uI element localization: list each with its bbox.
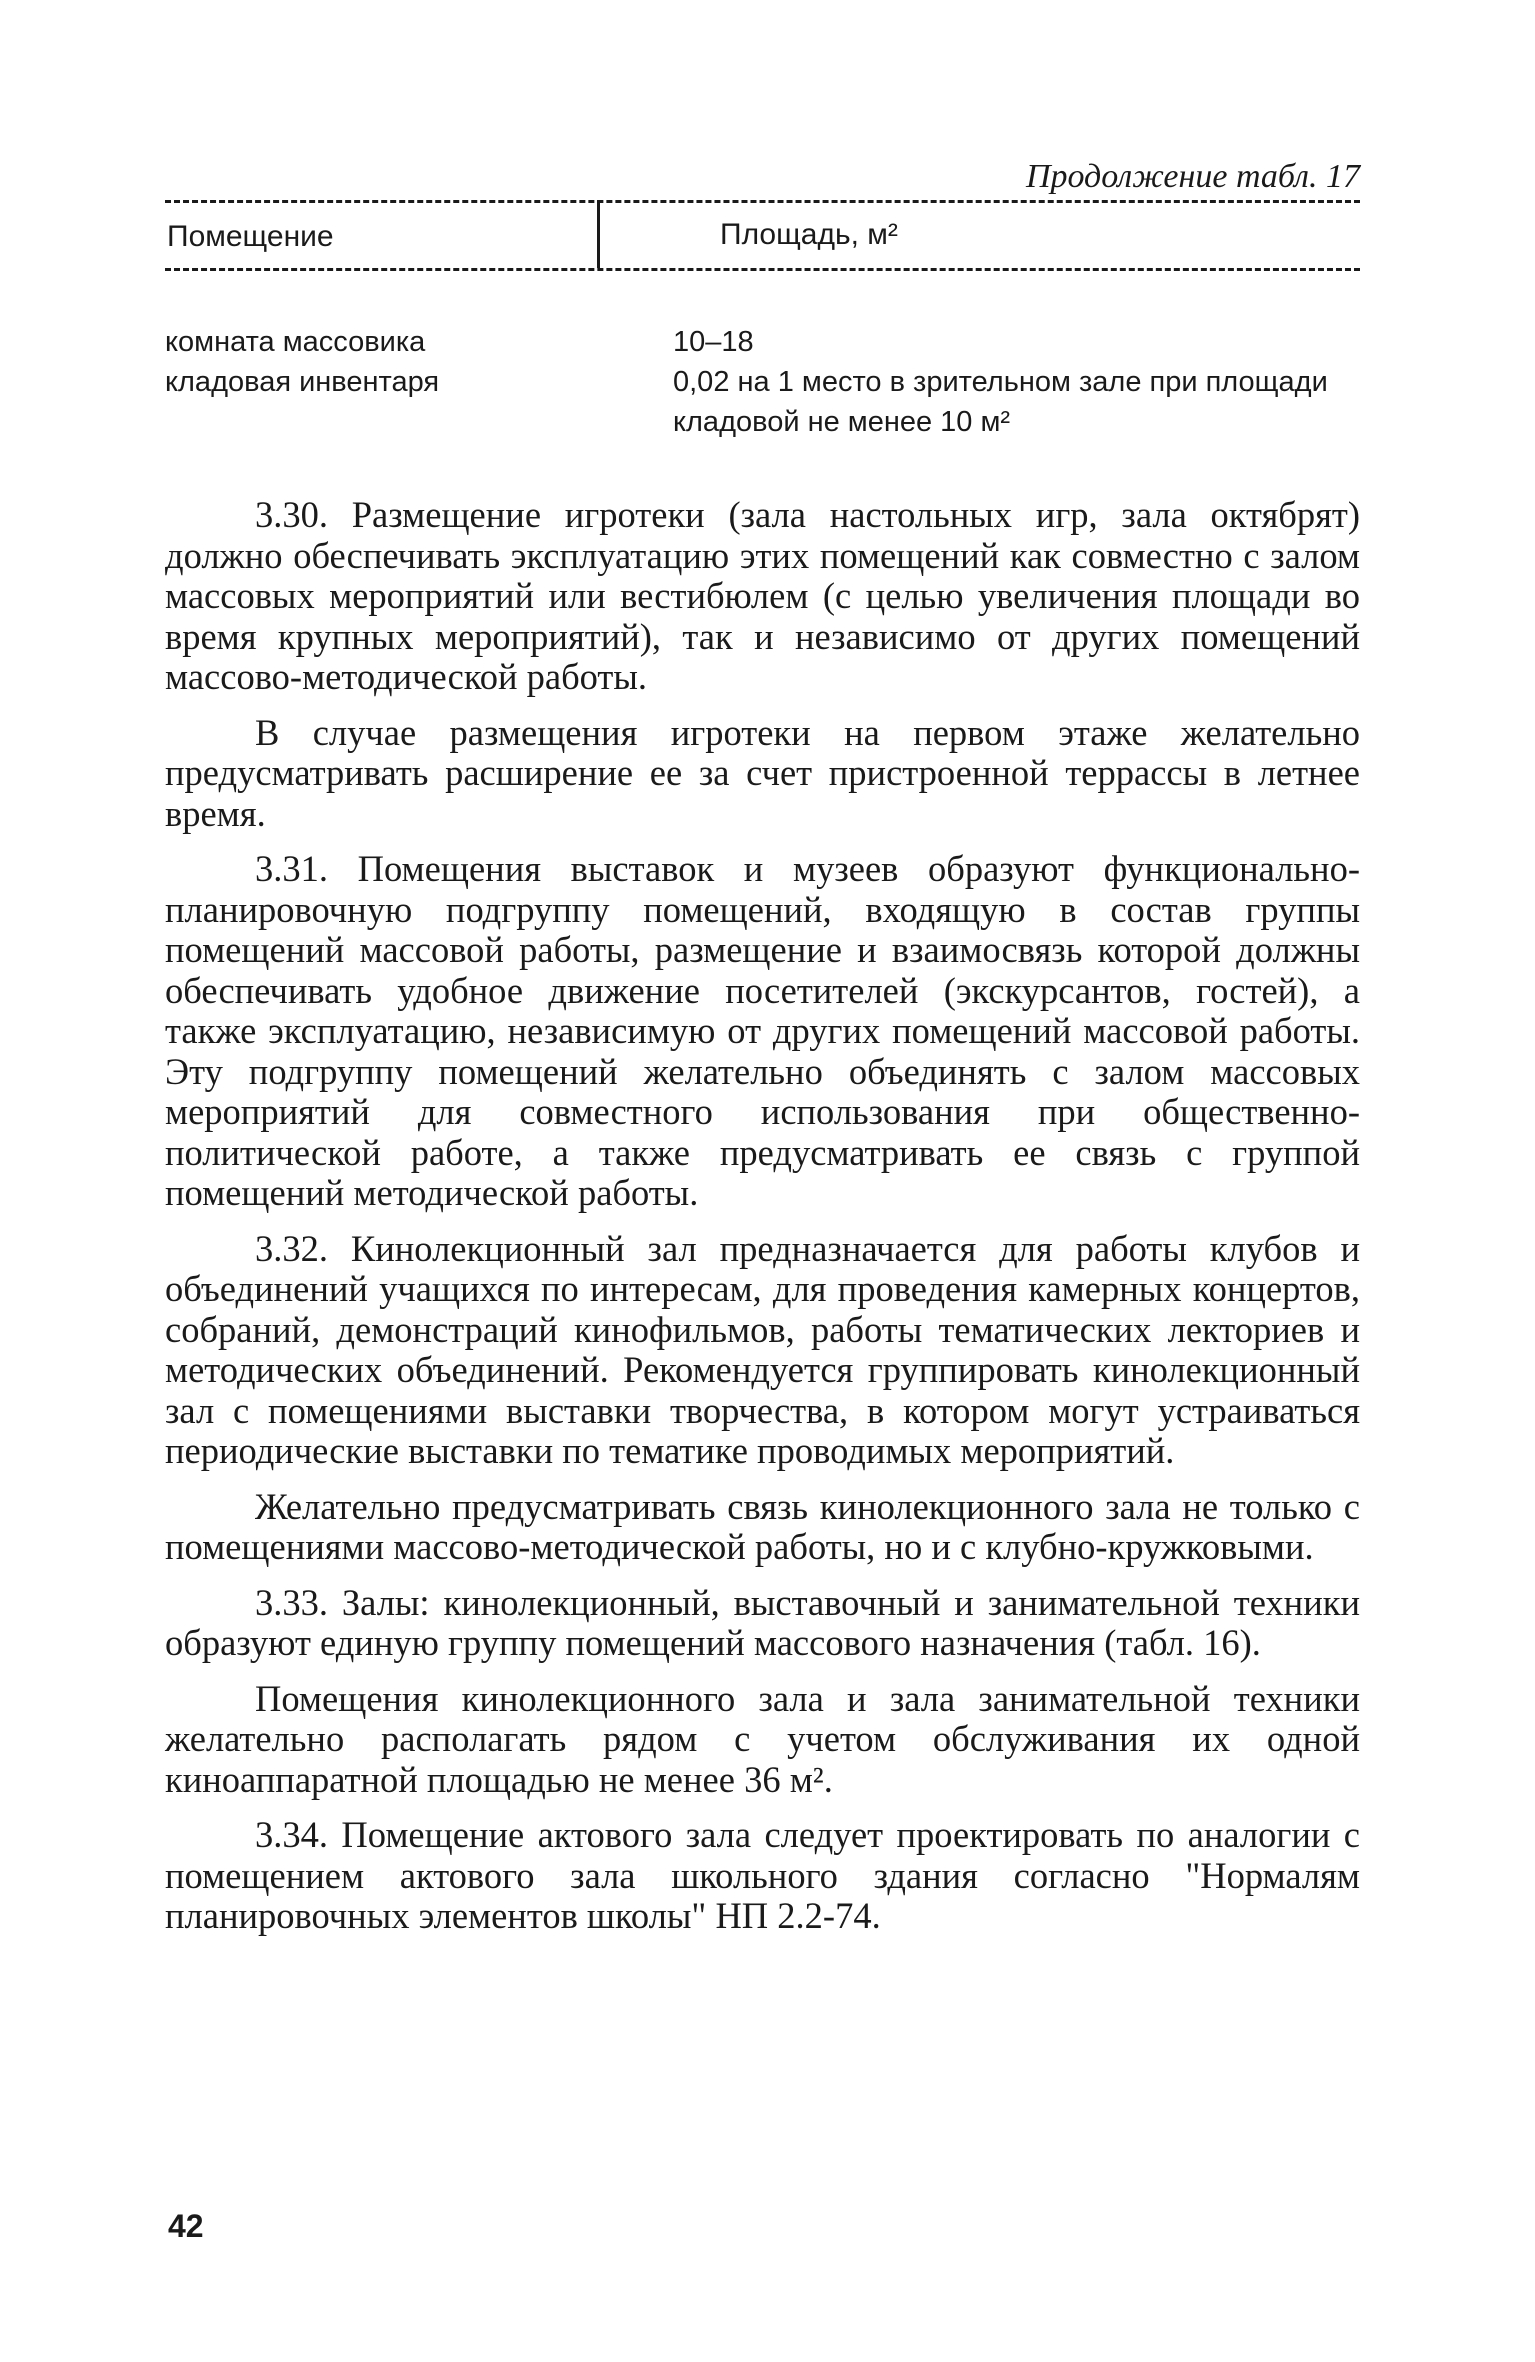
paragraph-3-32: 3.32. Кинолекционный зал предназначается для работы клубов и объединений учащихся по интересам, для проведения камерных концертов, собраний, демонстраций кинофильмов, работы тематических лекториев и методических объединений. Рекомендуется группировать кинолекционный зал с помещениями выставки творчества, в котором могут устраиваться периодические выставки по тематике проводимых мероприятий. <box>165 1227 1360 1471</box>
table-header <box>165 200 1360 272</box>
table-header-column-divider <box>597 200 600 268</box>
area-value-cell: 10–18 <box>673 326 754 358</box>
page-number: 42 <box>168 2208 204 2244</box>
table-continuation-label: Продолжение табл. 17 <box>1025 158 1360 195</box>
table-row <box>165 322 1360 362</box>
room-name-cell: комната массовика <box>165 326 426 358</box>
paragraph-3-31: 3.31. Помещения выставок и музеев образуют функционально-планировочную подгруппу помещений, входящую в состав группы помещений массовой работы, размещение и взаимосвязь которой должны обеспечивать удобное движение посетителей (экскурсантов, гостей), а также эксплуатацию, независимую от других помещений массовой работы. Эту подгруппу помещений желательно объединять с залом массовых мероприятий для совместного использования при общественно-политической работе, а также предусматривать ее связь с группой помещений методической работы. <box>165 848 1360 1213</box>
paragraph-3-30-continued: В случае размещения игротеки на первом этаже желательно предусматривать расширение ее за счет пристроенной террассы в летнее время. <box>165 711 1360 834</box>
paragraph-3-34: 3.34. Помещение актового зала следует проектировать по аналогии с помещением актового зала школьного здания согласно "Нормалям планировочных элементов школы" НП 2.2-74. <box>165 1814 1360 1936</box>
body-text <box>165 495 1360 1952</box>
column-header-area: Площадь, м² <box>720 218 898 251</box>
table-body <box>165 322 1360 442</box>
area-value-cell: 0,02 на 1 место в зрительном зале при площади кладовой не менее 10 м² <box>673 366 1328 438</box>
table-row <box>165 362 1360 442</box>
paragraph-3-30: 3.30. Размещение игротеки (зала настольных игр, зала октябрят) должно обеспечивать эксплуатацию этих помещений как совместно с залом массовых мероприятий или вестибюлем (с целью увеличения площади во время крупных мероприятий), так и независимо от других помещений массово-методической работы. <box>165 494 1360 697</box>
paragraph-3-32-continued: Желательно предусматривать связь кинолекционного зала не только с помещениями массово-методической работы, но и с клубно-кружковыми. <box>165 1485 1360 1567</box>
paragraph-3-33-continued: Помещения кинолекционного зала и зала занимательной техники желательно располагать рядом с учетом обслуживания их одной киноаппаратной площадью не менее 36 м². <box>165 1677 1360 1800</box>
table-header-top-rule <box>165 200 1360 203</box>
room-name-cell: кладовая инвентаря <box>165 366 440 398</box>
paragraph-3-33: 3.33. Залы: кинолекционный, выставочный и занимательной техники образуют единую группу помещений массового назначения (табл. 16). <box>165 1581 1360 1663</box>
column-header-room: Помещение <box>167 220 334 253</box>
table-header-bottom-rule <box>165 268 1360 271</box>
